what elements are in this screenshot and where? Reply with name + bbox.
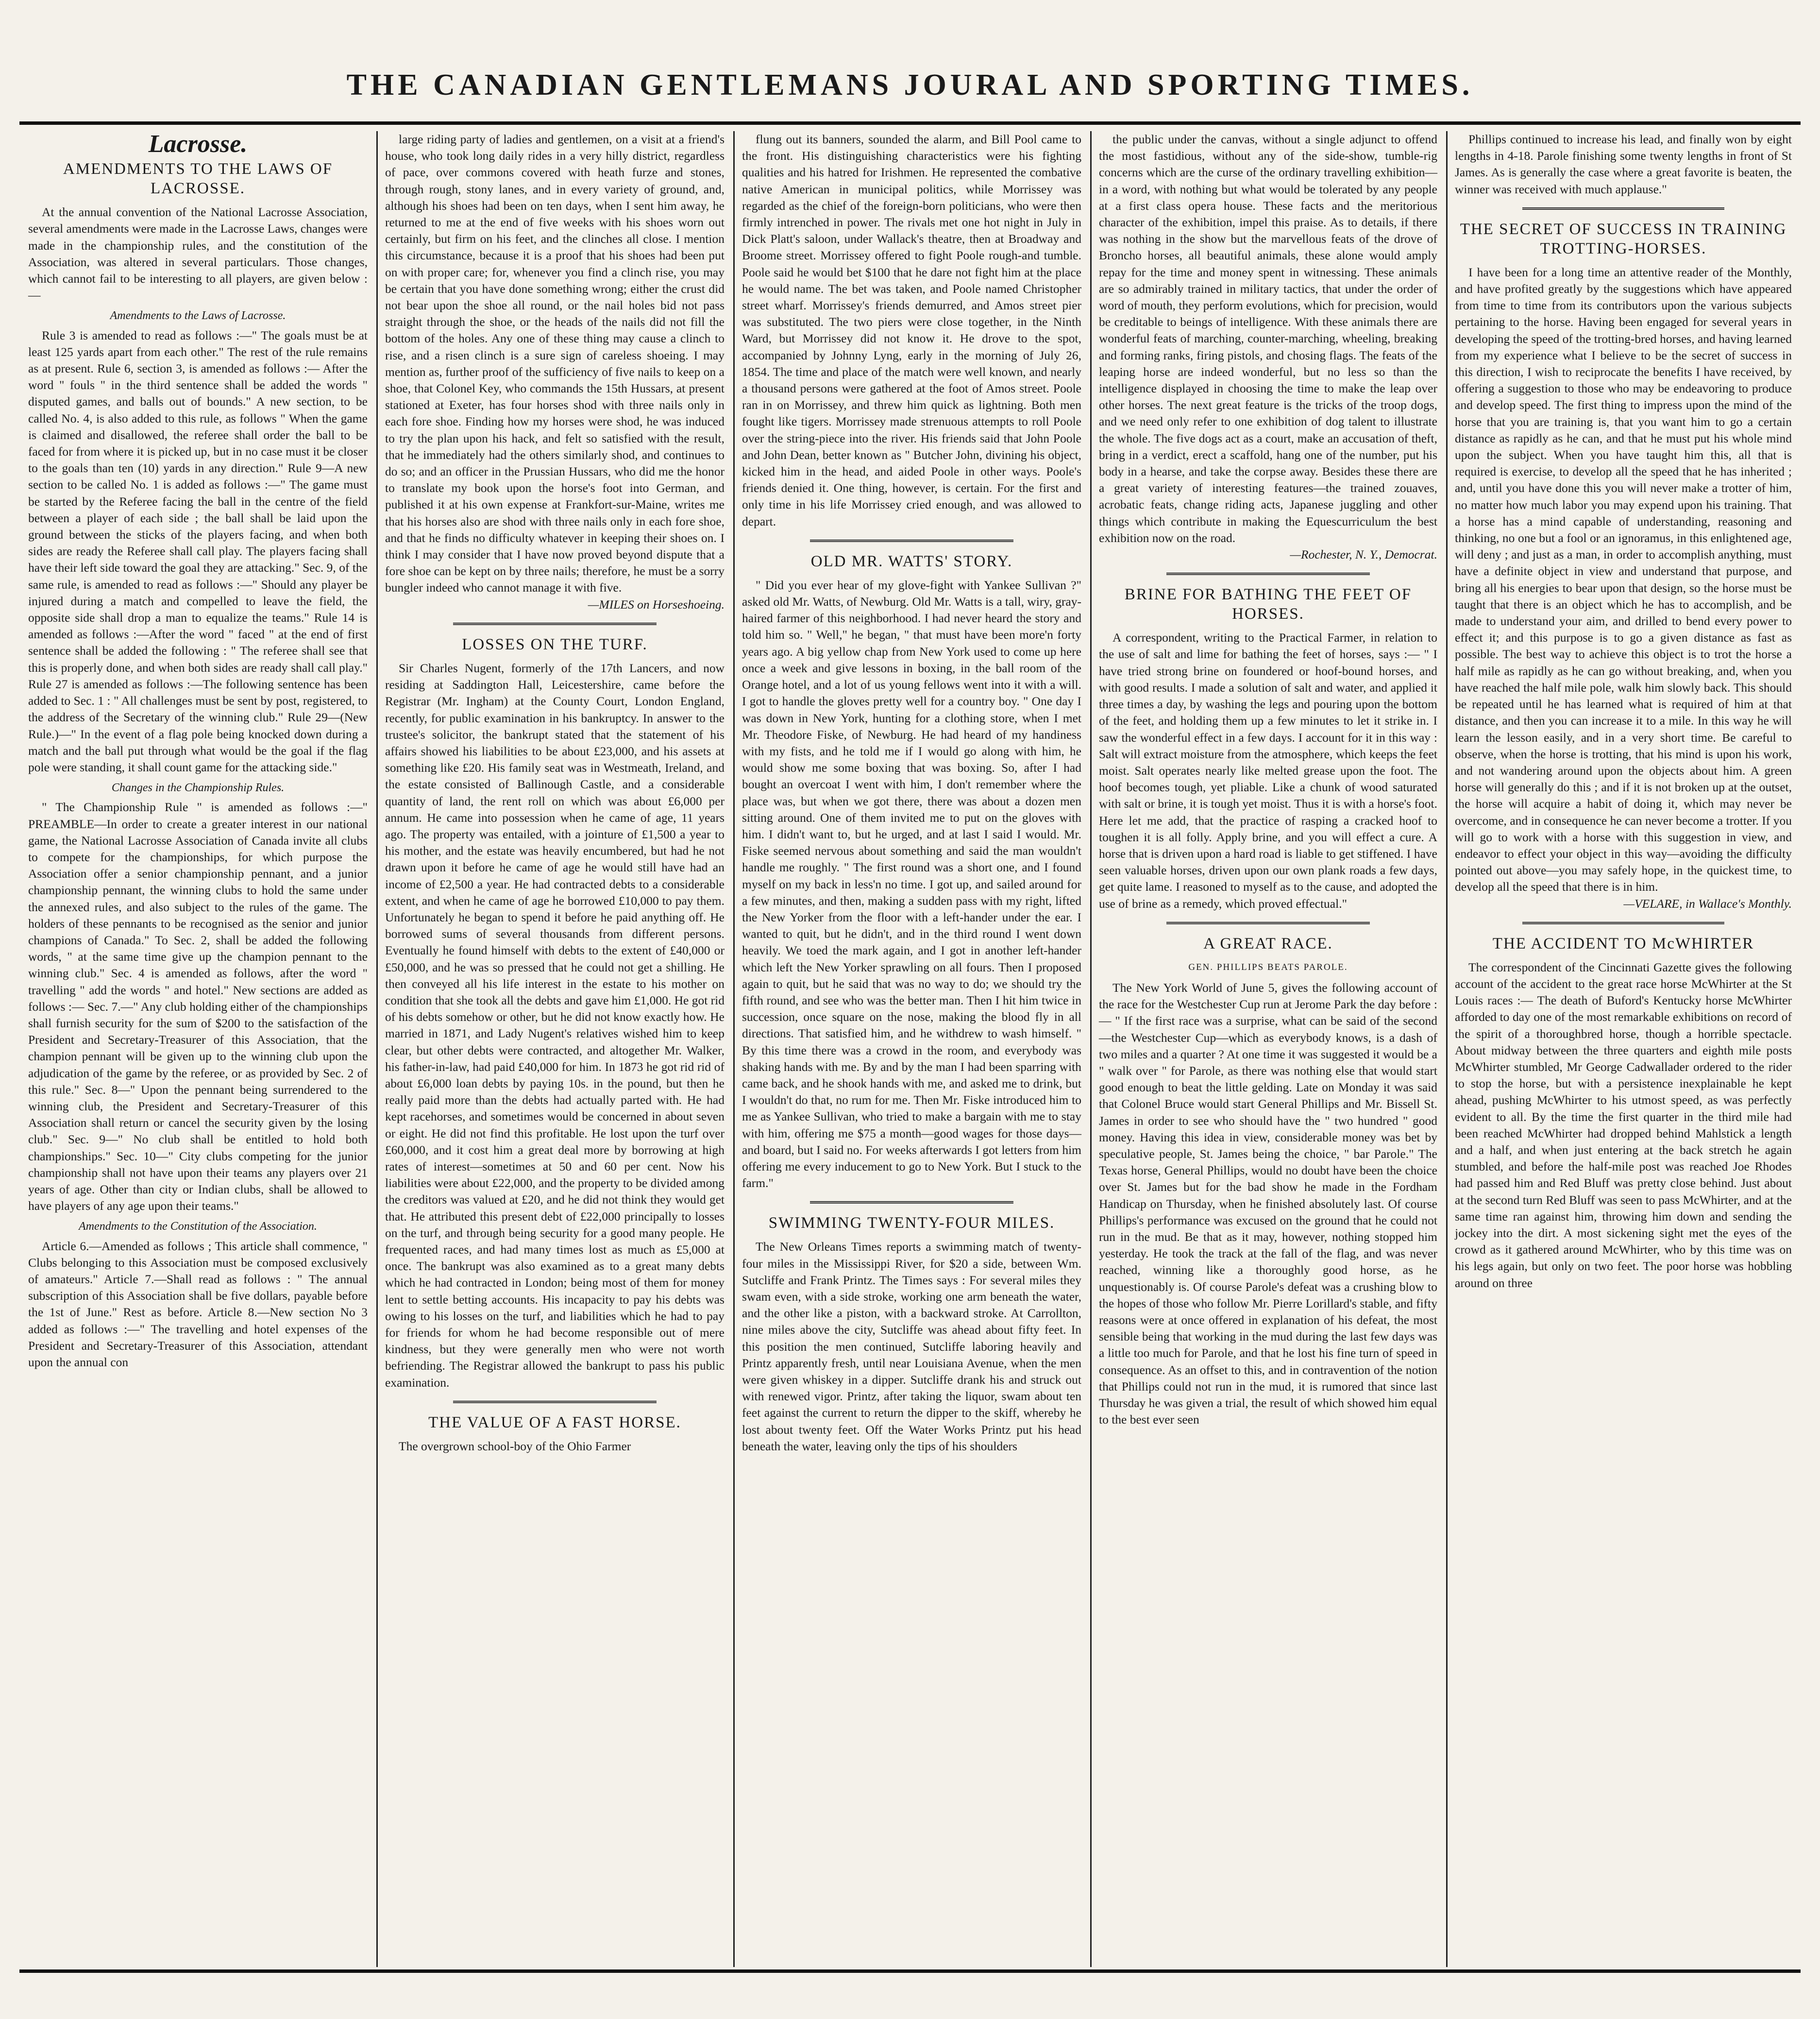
article-title: THE VALUE OF A FAST HORSE. (428, 1413, 681, 1431)
article-signature: —VELARE, in Wallace's Monthly. (1623, 896, 1792, 911)
article-body: A correspondent, writing to the Practical Farmer, in relation to the use of salt and lime for bathing the feet of horses, says :— " I have tried strong brine on foundered or hoof-bound horses, and with good results. I made a solution of salt and water, and applied it three times a day, by washing the legs and pouring upon the bottom of the feet, and holding them up a few minutes to let it strike in. I saw the wonderful effect in a few days. I account for it in this way : Salt will extract moisture from the atmosphere, which keeps the feet moist. Salt operates nearly like melted grease upon the foot. The hoof becomes tough, yet pliable. Like a chunk of wood saturated with salt or brine, it is tough yet moist. Thus it is with a horse's foot. Here let me add, that the practice of rasping a cracked hoof to toughen it is all folly. Apply brine, and you will effect a cure. A horse that is driven upon a hard road is liable to get stiffened. I have seen valuable horses, driven upon our own plank roads a few days, get quite lame. I reasoned to myself as to the cause, and adopted the use of brine as a remedy, which proved effectual." (1099, 630, 1437, 911)
separator (810, 540, 1013, 542)
column-3 (733, 131, 1090, 1967)
article-title: THE ACCIDENT TO McWHIRTER (1492, 934, 1754, 952)
separator (1166, 922, 1369, 924)
article-body: Phillips continued to increase his lead, and finally won by eight lengths in 4-18. Parole finishing some twenty lengths in front of St James. As is generally the case where a great favorite is beaten, the winner was received with much applause." (1455, 132, 1792, 196)
separator (1522, 922, 1724, 924)
separator (1522, 207, 1724, 210)
separator (453, 623, 657, 625)
article-title: BRINE FOR BATHING THE FEET OF HORSES. (1124, 586, 1412, 623)
separator (810, 1201, 1013, 1204)
article-subhead: GEN. PHILLIPS BEATS PAROLE. (1188, 962, 1348, 972)
article-body: Rule 3 is amended to read as follows :—" The goals must be at least 125 yards apart from each other." The rest of the rule remains as at present. Rule 6, section 3, is amended as follows :— After the word " fouls " in the third sentence shall be added the words " disputed games, and balls out of bounds." A new section, to be called No. 4, is also added to this rule, as follows " When the game is claimed and disallowed, the referee shall order the ball to be faced for from where it is picked up, but in no case must it be closer to the goals than ten (10) yards in any direction." Rule 9—A new section to be called No. 1 is added as follows :—" The game must be started by the Referee facing the ball in the centre of the field between a player of each side ; the ball shall be laid upon the ground between the sticks of the players facing, and when both sides are ready the Referee shall call play. The players facing shall have their left side toward the goal they are attacking." Sec. 9, of the same rule, is amended to read as follows :—" Should any player be injured during a match and compelled to leave the field, the opposite side shall drop a man to equalize the teams." Rule 14 is amended as follows :—After the word " faced " at the end of first sentence shall be added the following : " The referee shall see that this is properly done, and when both sides are ready shall call play." Rule 27 is amended as follows :—The following sentence has been added to Sec. 1 : " All challenges must be sent by post, registered, to the address of the Secretary of the winning club." Rule 29—(New Rule.)—" In the event of a flag pole being knocked down during a match and the ball put through what would be the goal if the flag pole were standing, it shall count game for the attacking side." (28, 328, 368, 774)
column-5 (1446, 131, 1801, 1967)
subheading: Amendments to the Constitution of the Association. (79, 1220, 317, 1233)
article-signature: —MILES on Horseshoeing. (588, 597, 725, 611)
column-2 (376, 131, 733, 1967)
article-body: " The Championship Rule " is amended as follows :—" PREAMBLE—In order to create a greater interest in our national game, the National Lacrosse Association of Canada invite all clubs to compete for the championships, for which purpose the Association offer a senior championship pennant, and a junior championship pennant, the winning clubs to hold the same under the annexed rules, and also subject to the rules of the game. The holders of these pennants to be recognised as the senior and junior champions of Canada." To Sec. 2, shall be added the following words, " at the same time give up the champion pennant to the winning club." Sec. 4 is amended as follows, after the word " travelling " add the words " and hotel." New sections are added as follows :— Sec. 7.—" Any club holding either of the championships shall furnish security for the sum of $200 to the satisfaction of the President and Secretary-Treasurer of this Association, that the champion pennant will be given up to the winning club upon the adjudication of the game by the referee, or as provided by Sec. 2 of this rule." Sec. 8—" Upon the pennant being surrendered to the winning club, the President and Secretary-Treasurer of this Association shall return or cancel the security given by the losing club." Sec. 9—" No club shall be entitled to hold both championships." Sec. 10—" City clubs competing for the junior championship shall not have upon their teams any players over 21 years of age. Other than city or Indian clubs, shall be allowed to have players of any age upon their teams." (28, 800, 368, 1213)
article-intro: At the annual convention of the National Lacrosse Association, several amendments were made in the Lacrosse Laws, changes were made in the championship rules, and the constitution of the Association, was altered in several particulars. Those changes, which cannot fail to be interesting to all players, are given below :— (28, 205, 368, 303)
bottom-rule (19, 1969, 1801, 1973)
article-body: The overgrown school-boy of the Ohio Farmer (399, 1439, 631, 1453)
newspaper-page (19, 10, 1801, 2001)
subheading: Changes in the Championship Rules. (111, 781, 285, 795)
article-body: the public under the canvas, without a single adjunct to offend the most fastidious, without any of the side-show, tumble-rig concerns which are the curse of the ordinary travelling exhibition—in a word, with nothing but what would be tolerated by any people at a first class opera house. These facts and the meritorious character of the exhibition, impel this praise. As to details, if there was nothing in the show but the marvellous feats of the drove of Broncho horses, all beautiful animals, these alone would amply repay for the time and money spent in witnessing. These animals are so admirably trained in military tactics, that under the order of word of mouth, they perform evolutions, which for precision, would be creditable to beings of intelligence. With these animals there are wonderful feats of marching, counter-marching, wheeling, breaking and forming ranks, firing pistols, and chosing flags. The feats of the leaping horse are indeed wonderful, but no less so than the intelligence displayed in choosing the time to make the leap over other horses. The next great feature is the tricks of the troop dogs, and we need only refer to one exhibition of dog talent to illustrate the whole. The five dogs act as a court, make an accusation of theft, bring in a verdict, erect a scaffold, hang one of the number, put his body in a hearse, and take the corpse away. Besides these there are a great variety of interesting features—the trained zouaves, acrobatic feats, change riding acts, Japanese juggling and other things which contribute in making the Equescurriculum the best exhibition now on the road. (1099, 132, 1437, 545)
article-body: The New Orleans Times reports a swimming match of twenty-four miles in the Mississippi River, for $20 a side, between Wm. Sutcliffe and Frank Printz. The Times says : For several miles they swam even, with a side stroke, working one arm beneath the water, and the other like a piston, with a backward stroke. At Carrollton, nine miles above the city, Sutcliffe was ahead about fifty feet. In this position the men continued, Sutcliffe laboring heavily and Printz apparently fresh, until near Louisiana Avenue, when the men were given whiskey in a dipper. Sutcliffe drank his and struck out with renewed vigor. Printz, after taking the liquor, swam about ten feet against the current to return the dipper to the skiff, whereby he lost about twenty feet. Off the Water Works Printz put his head beneath the water, leaving only the tips of his shoulders (742, 1239, 1081, 1453)
article-body: flung out its banners, sounded the alarm, and Bill Pool came to the front. His distinguishing characteristics were his fighting qualities and his hatred for Irishmen. He represented the combative native American in municipal politics, while Morrissey was regarded as the chief of the foreign-born politicians, who were then firmly intrenched in power. The rivals met one hot night in July in Dick Platt's saloon, under Wallack's theatre, then at Broadway and Broome street. Morrissey offered to fight Poole rough-and tumble. Poole said he would bet $100 that he dare not fight him at the place he would name. The bet was taken, and Poole named Christopher street wharf. Morrissey's friends demurred, and Amos street pier was substituted. The two piers were close together, in the Ninth Ward, but Morrissey did not know it. He drove to the spot, accompanied by Johnny Lyng, early in the morning of July 26, 1854. The time and place of the match were well known, and nearly a thousand persons were gathered at the foot of Amos street. Poole ran in on Morrissey, and threw him quick as lightning. Both men fought like tigers. Morrissey made strenuous attempts to roll Poole over the string-piece into the river. His friends said that John Poole and John Dean, better known as " Butcher John, divining his object, kicked him in the head, and aided Poole in other ways. Poole's friends denied it. One thing, however, is certain. For the first and only time in his life Morrissey cried enough, and was allowed to depart. (742, 132, 1081, 528)
article-body: Article 6.—Amended as follows ; This article shall commence, " Clubs belonging to this Association must be composed exclusively of amateurs." Article 7.—Shall read as follows : " The annual subscription of this Association shall be five dollars, payable before the 1st of June." Rest as before. Article 8.—New section No 3 added as follows :—" The travelling and hotel expenses of the President and Secretary-Treasurer of this Association, attendant upon the annual con (28, 1239, 368, 1370)
article-title: LOSSES ON THE TURF. (462, 635, 648, 653)
separator (453, 1401, 657, 1403)
article-body: large riding party of ladies and gentlemen, on a visit at a friend's house, who took long daily rides in a very hilly district, regardless of pace, over commons covered with heath furze and stones, through rough, stony lanes, and in every variety of ground, and, although his shoes had been on ten days, when I sent him away, he returned to me at the end of five weeks with his shoes worn out certainly, but firm on his feet, and the clinches all close. I mention this circumstance, because it is a proof that his shoes had been put on with proper care; for, whenever you find a clinch rise, you may be certain that you have done something wrong; either the crust did not bear upon the shoe all round, or the nail holes bid not pass straight through the shoe, or the heads of the nails did not fill the bottom of the holes. Any one of these thing may cause a clinch to rise, and a risen clinch is a sure sign of careless shoeing. I may mention as, further proof of the sufficiency of five nails to keep on a shoe, that Colonel Key, who commands the 15th Hussars, at present stationed at Exeter, has four horses shod with three nails only in each fore shoe. Finding how my horses were shod, he was induced to try the plan upon his hack, and felt so satisfied with the result, that he immediately had the others similarly shod, and continues to do so; and an officer in the Prussian Hussars, who did me the honor to translate my book upon the horse's foot into German, and published it at his own expense at Frankfort-sur-Maine, writes me that his horses also are shod with three nails only in each fore shoe, and that he finds no difficulty whatever in keeping their shoes on. I think I may consider that I have now proved beyond dispute that a fore shoe can be kept on by three nails; therefore, he must be a sorry bungler indeed who cannot manage it with five. (385, 132, 725, 595)
article-body: I have been for a long time an attentive reader of the Monthly, and have profited greatly by the suggestions which have appeared from time to time from its contributors upon the various subjects pertaining to the horse. Having been engaged for several years in developing the speed of the trotting-bred horses, and having learned from my experience what I believe to be the secret of success in this direction, I wish to reciprocate the benefits I have received, by offering a suggestion to those who may be endeavoring to produce and develop speed. The first thing to impress upon the mind of the horse that you are training is, that you want him to go a certain distance as rapidly as he can, and that he must put his whole mind upon the subject. When you have taught him this, all that is required is exercise, to develop all the speed that he has inherited ; and, until you have done this you will never make a trotter of him, no matter how much labor you may expend upon his training. That a horse has a mind capable of understanding, reasoning and thinking, no one but a fool or an ignoramus, in this enlightened age, will deny ; and just as a man, in order to accomplish anything, must have a definite object in view and understand that purpose, and bring all his energies to bear upon that design, so the horse must be taught that there is an object which he has to accomplish, and be made to understand your aim, and drilled to bend every power to effect it; and this purpose is to go a given distance as fast as possible. The best way to achieve this object is to trot the horse a half mile as rapidly as he can go without breaking, and, when you have reached the half mile pole, walk him slowly back. This should be repeated until he has learned what is required of him at that distance, and then you can increase it to a mile. In this way he will learn the lesson easily, and in a very short time. Be careful to observe, when the horse is trotting, that his mind is upon his work, and not wandering around upon the objects about him. A green horse will generally do this ; and if it is not broken up at the outset, the horse will acquire a habit of doing it, which may never be overcome, and in consequence he can never become a trotter. If you will go to work with a horse with this suggestion in view, and endeavor to effect your object in this way—avoiding the difficulty pointed out above—you may safely hope, in the quickest time, to develop all the speed that there is in him. (1455, 265, 1792, 894)
article-title: AMENDMENTS TO THE LAWS OF LACROSSE. (63, 160, 333, 198)
article-body: The correspondent of the Cincinnati Gazette gives the following account of the accident to the great race horse McWhirter at the St Louis races :— The death of Buford's Kentucky horse McWhirter afforded to day one of the most remarkable exhibitions on record of the spirit of a thoroughbred horse, though a horrible spectacle. About midway between the three quarters and eighth mile posts McWhirter stumbled, Mr George Cadwallader ordered to the rider to stop the horse, but with a persistence inexplainable he kept ahead, pushing McWhirter to his utmost speed, as was perfectly evident to all. By the time the first quarter in the third mile had been reached McWhirter had dropped behind Mahlstick a length and a half, and when just entering at the back stretch he again stumbled, and before the half-mile post was reached Joe Rhodes had passed him and Red Bluff was pretty close behind. Just about at the second turn Red Bluff was seen to pass McWhirter, and at the same time ran against him, throwing him down and sending the jockey into the dirt. A most sickening sight met the eyes of the crowd as it gathered around McWhirter, who by this time was on his legs again, but only on two feet. The poor horse was hobbling around on three (1455, 960, 1792, 1290)
article-title: A GREAT RACE. (1203, 934, 1333, 952)
masthead: THE CANADIAN GENTLEMANS JOURAL AND SPORTING TIMES. (346, 68, 1474, 102)
column-4 (1090, 131, 1446, 1967)
article-body: " Did you ever hear of my glove-fight with Yankee Sullivan ?" asked old Mr. Watts, of Newburg. Old Mr. Watts is a tall, wiry, gray-haired farmer of this neighborhood. I had never heard the story and told him so. " Well," he began, " that must have been more'n forty years ago. A big yellow chap from New York used to come up here once a week and give lessons in boxing, in the ball room of the Orange hotel, and a lot of us young fellows went into it with a will. I got to handle the gloves pretty well for a country boy. " One day I was down in New York, hunting for a clothing store, when I met Mr. Theodore Fiske, of Newburg. He had heard of my handiness with my fists, and he told me if I would go along with him, he would show me some boxing that was boxing. So, after I had bought an overcoat I went with him, I don't remember where the place was, but when we got there, there was about a dozen men sitting around. One of them invited me to put on the gloves with him. I didn't want to, but he urged, and at last I said I would. Mr. Fiske seemed nervous about something and said the man wouldn't handle me roughly. " The first round was a short one, and I found myself on my back in less'n no time. I got up, and sailed around for a few minutes, and then, making a sudden pass with my right, lifted the New Yorker from the floor with a left-hander under the ear. I wanted to quit, but he didn't, and in the third round I went down heavily. We toed the mark again, and I got in another left-hander which left the New Yorker sprawling on all fours. Then I proposed again to quit, but he said that was no way to do; we should try the fifth round, and see who was the better man. Then I hit him twice in succession, once square on the nose, making the blood fly in all directions. That satisfied him, and he withdrew to wash himself. " By this time there was a crowd in the room, and everybody was shaking hands with me. By and by the man I had been sparring with came back, and he shook hands with me, and asked me to drink, but I wouldn't do that, no rum for me. Then Mr. Fiske introduced him to me as Yankee Sullivan, who tried to make a bargain with me to stay with him, offering me $75 a month—good wages for those days—and board, but I said no. For weeks afterwards I got letters from him offering me every inducement to go to New York. But I stuck to the farm." (742, 577, 1081, 1190)
article-title: THE SECRET OF SUCCESS IN TRAINING TROTTING-HORSES. (1460, 220, 1787, 257)
column-1 (19, 131, 376, 1967)
article-body: The New York World of June 5, gives the following account of the race for the Westchester Cup run at Jerome Park the day before :— " If the first race was a surprise, what can be said of the second—the Westchester Cup—which as everybody knows, is a dash of two miles and a quarter ? At one time it was suggested it would be a " walk over " for Parole, as there was nothing else that would start good enough to beat the little gelding. Late on Monday it was said that Colonel Bruce would start General Phillips and Mr. Bissell St. James in order to see who should have the " two hundred " good money. Having this idea in view, considerable money was bet by speculative people, St. James being the choice, " bar Parole." The Texas horse, General Phillips, would no doubt have been the choice over St. James but for the bad show he made in the Fordham Handicap on Thursday, when he finished absolutely last. Of course Phillips's performance was excused on the ground that he could not run in the mud. Be that as it may, however, nothing stopped him yesterday. He took the track at the fall of the flag, and was never reached, winning like a thoroughly good horse, as he unquestionably is. Of course Parole's defeat was a crushing blow to the hopes of those who follow Mr. Pierre Lorillard's stable, and fifty reasons were at once offered in explanation of his defeat, the most sensible being that working in the mud during the last few days was a little too much for Parole, and that he lost his fine turn of speed in consequence. As an offset to this, and in contravention of the notion that Phillips could not run in the mud, it is rumored that since last Thursday he was given a trial, the result of which showed him equal to the best ever seen (1099, 980, 1437, 1427)
top-rule (19, 121, 1801, 125)
section-heading: Lacrosse. (148, 131, 248, 158)
article-title: OLD MR. WATTS' STORY. (810, 552, 1013, 570)
article-title: SWIMMING TWENTY-FOUR MILES. (768, 1214, 1055, 1232)
separator (1166, 573, 1369, 575)
article-signature: —Rochester, N. Y., Democrat. (1290, 547, 1437, 562)
subheading: Amendments to the Laws of Lacrosse. (110, 309, 286, 322)
article-body: Sir Charles Nugent, formerly of the 17th Lancers, and now residing at Saddington Hall, Leicestershire, came before the Registrar (Mr. Ingham) at the County Court, London England, recently, for public examination in his bankruptcy. In answer to the trustee's solicitor, the bankrupt stated that the statement of his affairs showed his liabilities to be about £23,000, and his assets at something like £20. His family seat was in Westmeath, Ireland, and the estate consisted of Ballinough Castle, and a considerable quantity of land, the rent roll on which was about £6,000 per annum. He came into possession when he came of age, 11 years ago. The property was entailed, with a jointure of £1,500 a year to his mother, and the estate was heavily encumbered, but had he not drawn upon it before he came of age he would still have had an income of £2,500 a year. He had contracted debts to a considerable extent, and when he came of age he borrowed £10,000 to pay them. Unfortunately he began to spend it before he paid anything off. He borrowed sums of several thousands from different persons. Eventually he found himself with debts to the extent of £40,000 or £50,000, and he was so pressed that he could not get a shilling. He then conveyed all his life interest in the estate to his mother on condition that she took all the debts and gave him £1,000. He got rid of his debts somehow or other, but he did not know exactly how. He married in 1871, and Lady Nugent's relatives wished him to keep clear, but other debts were contracted, and altogether Mr. Walker, his father-in-law, had paid £40,000 for him. In 1873 he got rid rid of about £6,000 loan debts by paying 10s. in the pound, but then he really paid more than the debts had actually parted with. He had kept racehorses, and sometimes would be concerned in about seven or eight. He did not find this profitable. He lost upon the turf over £60,000, and it cost him a great deal more by borrowing at high rates of interest—sometimes at 50 and 60 per cent. Now his liabilities were about £22,000, and the property to be divided among the creditors was valued at £20, and he did not think they would get that. He attributed this present debt of £22,000 principally to losses on the turf, and through being security for a good many people. He frequented races, and had many times lost as much as £5,000 at once. The bankrupt was also examined as to a great many debts which he had contracted in London; being most of them for money lent to settle betting accounts. His incapacity to pay his debts was owing to his losses on the turf, and liabilities which he had to pay for friends for whom he had become responsible out of mere kindness, but they were generally men who were not worth befriending. The Registrar allowed the bankrupt to pass his public examination. (385, 661, 725, 1390)
